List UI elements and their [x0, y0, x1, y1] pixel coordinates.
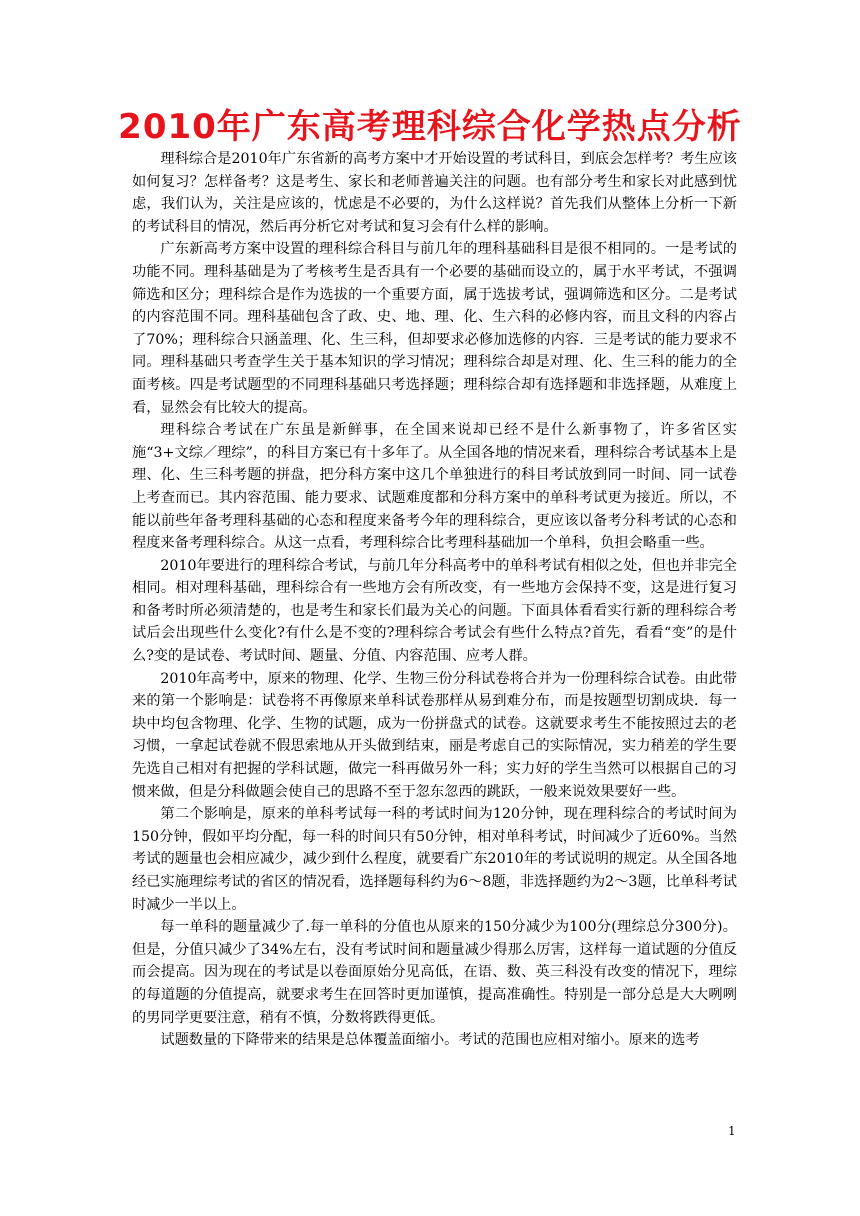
paragraph-8: 试题数量的下降带来的结果是总体覆盖面缩小。考试的范围也应相对缩小。原来的选考: [160, 1032, 700, 1049]
document-title: 2010年广东高考理科综合化学热点分析: [118, 107, 742, 147]
paragraph-3: 理科综合考试在广东虽是新鲜事，在全国来说却已经不是什么新事物了，许多省区实施“3+文综／理综”，的科目方案已有十多年了。从全国各地的情况来看，理科综合考试基本上是理、化、生三科考题的拼盘，把分科方案中这几个单独进行的科目考试放到同一时间、同一试卷上考查而已。其内容范围、能力要求、试题难度都和分科方案中的单科考试更为接近。所以，不能以前些年备考理科基础的心态和程度来备考今年的理科综合，更应该以备考分科考试的心态和程度来备考理科综合。从这一点看，考理科综合比考理科基础加一个单科，负担会略重一些。: [132, 422, 737, 552]
paragraph-2: 广东新高考方案中设置的理科综合科目与前几年的理科基础科目是很不相同的。一是考试的功能不同。理科基础是为了考核考生是否具有一个必要的基础而设立的，属于水平考试，不强调筛选和区分；理科综合是作为选拔的一个重要方面，属于选拔考试，强调筛选和区分。二是考试的内容范围不同。理科基础包含了政、史、地、理、化、生六科的必修内容，而且文科的内容占了70%；理科综合只涵盖理、化、生三科，但却要求必修加选修的内容．三是考试的能力要求不同。理科基础只考查学生关于基本知识的学习情况；理科综合却是对理、化、生三科的能力的全面考核。四是考试题型的不同理科基础只考选择题；理科综合却有选择题和非选择题，从难度上看，显然会有比较大的提高。: [132, 241, 737, 416]
paragraph-5: 2010年高考中，原来的物理、化学、生物三份分科试卷将合并为一份理科综合试卷。由此带来的第一个影响是：试卷将不再像原来单科试卷那样从易到难分布，而是按题型切割成块．每一块中均包含物理、化学、生物的试题，成为一份拼盘式的试卷。这就要求考生不能按照过去的老习惯，一拿起试卷就不假思索地从开头做到结束，丽是考虑自己的实际情况，实力稍差的学生要先选自己相对有把握的学科试题，做完一科再做另外一科；实力好的学生当然可以根据自己的习惯来做，但是分科做题会使自己的思路不至于忽东忽西的跳跃，一般来说效果要好一些。: [132, 670, 737, 800]
paragraph-7: 每一单科的题量减少了.每一单科的分值也从原来的150分减少为100分(理综总分300分)。但是，分值只减少了34%左右，没有考试时间和题量减少得那么厉害，这样每一道试题的分值反而会提高。因为现在的考试是以卷面原始分见高低，在语、数、英三科没有改变的情况下，理综的每道题的分值提高，就要求考生在回答时更加谨慎，提高准确性。特别是一部分总是大大咧咧的男同学更要注意，稍有不慎，分数将跌得更低。: [132, 919, 737, 1026]
paragraph-4: 2010年要进行的理科综合考试，与前几年分科高考中的单科考试有相似之处，但也并非完全相同。相对理科基础，理科综合有一些地方会有所改变，有一些地方会保持不变，这是进行复习和备考时所必须清楚的，也是考生和家长们最为关心的问题。下面具体看看实行新的理科综合考试后会出现些什么变化?有什么是不变的?理科综合考试会有些什么特点?首先，看看“变”的是什么?变的是试卷、考试时间、题量、分值、内容范围、应考人群。: [132, 557, 737, 665]
paragraph-6: 第二个影响是，原来的单科考试每一科的考试时间为120分钟，现在理科综合的考试时间为150分钟，假如平均分配，每一科的时间只有50分钟，相对单科考试，时间减少了近60%。当然考试的题量也会相应减少，减少到什么程度，就要看广东2010年的考试说明的规定。从全国各地经已实施理综考试的省区的情况看，选择题每科约为6～8题，非选择题约为2～3题，比单科考试时减少一半以上。: [132, 806, 737, 913]
page-number: 1: [728, 1124, 736, 1138]
paragraph-1: 理科综合是2010年广东省新的高考方案中才开始设置的考试科目，到底会怎样考？考生应该如何复习？怎样备考？这是考生、家长和老师普遍关注的问题。也有部分考生和家长对此感到忧虑，我们认为，关注是应该的，忧虑是不必要的，为什么这样说？首先我们从整体上分析一下新的考试科目的情况，然后再分析它对考试和复习会有什么样的影响。: [132, 151, 737, 235]
document-body: [132, 148, 737, 1052]
